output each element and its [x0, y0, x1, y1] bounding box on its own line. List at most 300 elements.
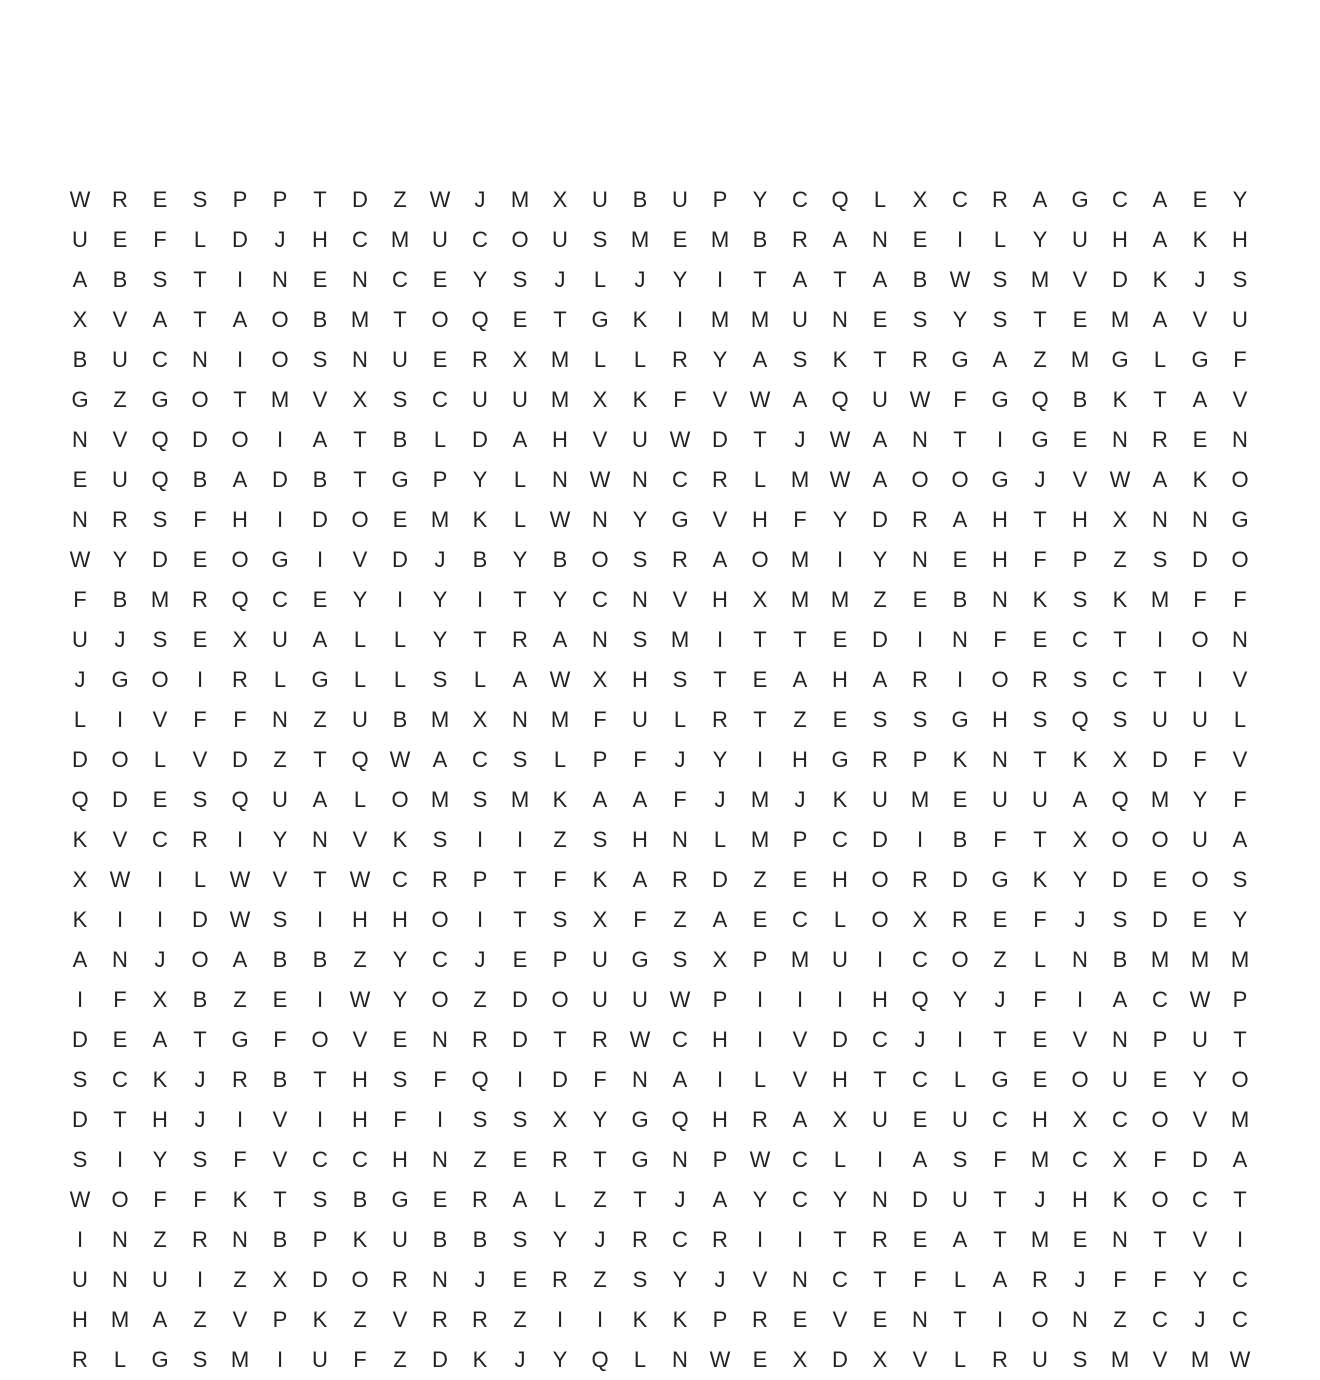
grid-letter[interactable]: T: [873, 347, 887, 372]
grid-letter[interactable]: K: [1032, 867, 1048, 892]
grid-letter[interactable]: A: [1072, 787, 1088, 812]
grid-letter[interactable]: K: [72, 827, 88, 852]
grid-letter[interactable]: T: [753, 627, 767, 652]
grid-letter[interactable]: C: [1232, 1307, 1248, 1332]
grid-letter[interactable]: M: [430, 787, 450, 812]
grid-letter[interactable]: F: [273, 1027, 287, 1052]
grid-letter[interactable]: B: [112, 587, 128, 612]
grid-letter[interactable]: A: [232, 467, 248, 492]
grid-letter[interactable]: J: [274, 227, 286, 252]
grid-letter[interactable]: V: [192, 747, 208, 772]
grid-letter[interactable]: X: [72, 867, 88, 892]
grid-letter[interactable]: Q: [1111, 787, 1129, 812]
grid-letter[interactable]: E: [872, 1307, 888, 1332]
grid-letter[interactable]: A: [1152, 307, 1168, 332]
grid-letter[interactable]: D: [1112, 267, 1128, 292]
grid-letter[interactable]: P: [712, 187, 728, 212]
grid-letter[interactable]: M: [750, 827, 770, 852]
grid-letter[interactable]: I: [316, 547, 324, 572]
grid-letter[interactable]: I: [476, 827, 484, 852]
grid-letter[interactable]: N: [112, 1227, 128, 1252]
grid-letter[interactable]: B: [432, 1227, 448, 1252]
grid-letter[interactable]: E: [792, 1307, 808, 1332]
grid-letter[interactable]: P: [272, 187, 288, 212]
grid-letter[interactable]: U: [1192, 707, 1208, 732]
grid-letter[interactable]: H: [1072, 1187, 1088, 1212]
grid-letter[interactable]: S: [672, 667, 688, 692]
grid-letter[interactable]: O: [991, 667, 1009, 692]
grid-letter[interactable]: F: [593, 707, 607, 732]
grid-letter[interactable]: X: [272, 1267, 288, 1292]
grid-letter[interactable]: M: [1070, 347, 1090, 372]
grid-letter[interactable]: U: [72, 1267, 88, 1292]
grid-letter[interactable]: C: [792, 187, 808, 212]
grid-letter[interactable]: K: [1112, 387, 1128, 412]
grid-letter[interactable]: Z: [1113, 1307, 1127, 1332]
grid-letter[interactable]: U: [432, 227, 448, 252]
grid-letter[interactable]: M: [110, 1307, 130, 1332]
grid-letter[interactable]: I: [196, 1267, 204, 1292]
grid-letter[interactable]: X: [592, 387, 608, 412]
grid-letter[interactable]: N: [792, 1267, 808, 1292]
grid-letter[interactable]: L: [1233, 707, 1247, 732]
grid-letter[interactable]: L: [753, 467, 767, 492]
grid-letter[interactable]: Q: [1071, 707, 1089, 732]
grid-letter[interactable]: Y: [1232, 187, 1248, 212]
grid-letter[interactable]: G: [631, 947, 649, 972]
grid-letter[interactable]: T: [1233, 1027, 1247, 1052]
grid-letter[interactable]: I: [116, 907, 124, 932]
grid-letter[interactable]: O: [431, 307, 449, 332]
grid-letter[interactable]: C: [1192, 1187, 1208, 1212]
grid-letter[interactable]: U: [1192, 1027, 1208, 1052]
grid-letter[interactable]: M: [550, 707, 570, 732]
grid-letter[interactable]: M: [1190, 1347, 1210, 1372]
grid-letter[interactable]: S: [192, 187, 208, 212]
grid-letter[interactable]: B: [912, 267, 928, 292]
grid-letter[interactable]: B: [472, 1227, 488, 1252]
grid-letter[interactable]: F: [233, 1147, 247, 1172]
grid-letter[interactable]: O: [591, 547, 609, 572]
grid-letter[interactable]: I: [156, 907, 164, 932]
grid-letter[interactable]: H: [392, 907, 408, 932]
grid-letter[interactable]: R: [512, 627, 528, 652]
grid-letter[interactable]: Y: [1192, 787, 1208, 812]
grid-letter[interactable]: R: [432, 1307, 448, 1332]
grid-letter[interactable]: F: [913, 1267, 927, 1292]
grid-letter[interactable]: B: [552, 547, 568, 572]
grid-letter[interactable]: F: [1233, 347, 1247, 372]
grid-letter[interactable]: S: [392, 1067, 408, 1092]
grid-letter[interactable]: O: [351, 1267, 369, 1292]
grid-letter[interactable]: R: [672, 347, 688, 372]
grid-letter[interactable]: W: [1229, 1347, 1251, 1372]
grid-letter[interactable]: M: [790, 467, 810, 492]
grid-letter[interactable]: T: [193, 307, 207, 332]
grid-letter[interactable]: V: [392, 1307, 408, 1332]
grid-letter[interactable]: L: [353, 627, 367, 652]
grid-letter[interactable]: M: [1030, 267, 1050, 292]
grid-letter[interactable]: L: [513, 507, 527, 532]
grid-letter[interactable]: D: [352, 187, 368, 212]
grid-letter[interactable]: D: [712, 427, 728, 452]
grid-letter[interactable]: K: [632, 387, 648, 412]
grid-letter[interactable]: K: [1192, 467, 1208, 492]
grid-letter[interactable]: R: [1152, 427, 1168, 452]
grid-letter[interactable]: D: [152, 547, 168, 572]
grid-letter[interactable]: C: [352, 1147, 368, 1172]
grid-letter[interactable]: P: [1072, 547, 1088, 572]
grid-letter[interactable]: X: [792, 1347, 808, 1372]
grid-letter[interactable]: S: [1032, 707, 1048, 732]
grid-letter[interactable]: G: [1191, 347, 1209, 372]
grid-letter[interactable]: B: [312, 467, 328, 492]
grid-letter[interactable]: B: [272, 1227, 288, 1252]
grid-letter[interactable]: O: [431, 907, 449, 932]
grid-letter[interactable]: Q: [471, 1067, 489, 1092]
grid-letter[interactable]: C: [1112, 187, 1128, 212]
grid-letter[interactable]: M: [790, 547, 810, 572]
grid-letter[interactable]: F: [193, 707, 207, 732]
grid-letter[interactable]: Y: [672, 1267, 688, 1292]
grid-letter[interactable]: D: [872, 827, 888, 852]
grid-letter[interactable]: M: [550, 387, 570, 412]
grid-letter[interactable]: S: [152, 507, 168, 532]
grid-letter[interactable]: I: [516, 827, 524, 852]
grid-letter[interactable]: X: [712, 947, 728, 972]
grid-letter[interactable]: C: [432, 947, 448, 972]
grid-letter[interactable]: K: [472, 1347, 488, 1372]
grid-letter[interactable]: I: [316, 987, 324, 1012]
grid-letter[interactable]: X: [1072, 1107, 1088, 1132]
grid-letter[interactable]: O: [551, 987, 569, 1012]
grid-letter[interactable]: S: [1072, 1347, 1088, 1372]
grid-letter[interactable]: L: [193, 227, 207, 252]
grid-letter[interactable]: S: [912, 307, 928, 332]
grid-letter[interactable]: G: [671, 507, 689, 532]
grid-letter[interactable]: K: [352, 1227, 368, 1252]
grid-letter[interactable]: U: [872, 387, 888, 412]
grid-letter[interactable]: A: [752, 347, 768, 372]
grid-letter[interactable]: F: [433, 1067, 447, 1092]
grid-letter[interactable]: F: [1033, 987, 1047, 1012]
grid-letter[interactable]: S: [1072, 667, 1088, 692]
grid-letter[interactable]: P: [592, 747, 608, 772]
grid-letter[interactable]: G: [991, 1067, 1009, 1092]
grid-letter[interactable]: N: [632, 587, 648, 612]
grid-letter[interactable]: J: [74, 667, 86, 692]
grid-letter[interactable]: T: [833, 1227, 847, 1252]
grid-letter[interactable]: I: [836, 987, 844, 1012]
grid-letter[interactable]: N: [832, 307, 848, 332]
grid-letter[interactable]: C: [672, 1027, 688, 1052]
grid-letter[interactable]: F: [993, 1147, 1007, 1172]
grid-letter[interactable]: G: [111, 667, 129, 692]
grid-letter[interactable]: T: [753, 707, 767, 732]
grid-letter[interactable]: O: [1231, 467, 1249, 492]
grid-letter[interactable]: U: [112, 347, 128, 372]
grid-letter[interactable]: E: [312, 587, 328, 612]
grid-letter[interactable]: Y: [112, 547, 128, 572]
grid-letter[interactable]: V: [712, 387, 728, 412]
grid-letter[interactable]: O: [271, 347, 289, 372]
grid-letter[interactable]: I: [316, 907, 324, 932]
grid-letter[interactable]: W: [429, 187, 451, 212]
grid-letter[interactable]: K: [952, 747, 968, 772]
grid-letter[interactable]: S: [592, 827, 608, 852]
grid-letter[interactable]: G: [271, 547, 289, 572]
grid-letter[interactable]: Q: [831, 387, 849, 412]
grid-letter[interactable]: U: [1032, 787, 1048, 812]
grid-letter[interactable]: E: [672, 227, 688, 252]
grid-letter[interactable]: R: [992, 1347, 1008, 1372]
grid-letter[interactable]: A: [792, 1107, 808, 1132]
grid-letter[interactable]: F: [73, 587, 87, 612]
grid-letter[interactable]: H: [152, 1107, 168, 1132]
grid-letter[interactable]: D: [232, 747, 248, 772]
grid-letter[interactable]: G: [991, 387, 1009, 412]
grid-letter[interactable]: V: [272, 867, 288, 892]
grid-letter[interactable]: L: [553, 747, 567, 772]
grid-letter[interactable]: R: [672, 547, 688, 572]
grid-letter[interactable]: Y: [832, 507, 848, 532]
grid-letter[interactable]: Y: [152, 1147, 168, 1172]
grid-letter[interactable]: F: [633, 907, 647, 932]
grid-letter[interactable]: O: [151, 667, 169, 692]
grid-letter[interactable]: B: [352, 1187, 368, 1212]
grid-letter[interactable]: F: [1033, 907, 1047, 932]
grid-letter[interactable]: E: [752, 907, 768, 932]
grid-letter[interactable]: E: [392, 1027, 408, 1052]
grid-letter[interactable]: W: [1109, 467, 1131, 492]
grid-letter[interactable]: X: [752, 587, 768, 612]
grid-letter[interactable]: U: [632, 987, 648, 1012]
grid-letter[interactable]: O: [1151, 1187, 1169, 1212]
grid-letter[interactable]: J: [714, 1267, 726, 1292]
grid-letter[interactable]: T: [513, 587, 527, 612]
grid-letter[interactable]: R: [552, 1147, 568, 1172]
grid-letter[interactable]: D: [872, 627, 888, 652]
grid-letter[interactable]: U: [352, 707, 368, 732]
grid-letter[interactable]: V: [1192, 1227, 1208, 1252]
grid-letter[interactable]: N: [912, 547, 928, 572]
grid-letter[interactable]: L: [833, 1147, 847, 1172]
grid-letter[interactable]: E: [512, 1267, 528, 1292]
grid-letter[interactable]: A: [712, 547, 728, 572]
grid-letter[interactable]: S: [152, 627, 168, 652]
grid-letter[interactable]: Z: [473, 1147, 487, 1172]
grid-letter[interactable]: E: [1152, 867, 1168, 892]
grid-letter[interactable]: E: [72, 467, 88, 492]
grid-letter[interactable]: E: [952, 787, 968, 812]
grid-letter[interactable]: C: [792, 1147, 808, 1172]
grid-letter[interactable]: W: [109, 867, 131, 892]
grid-letter[interactable]: O: [1151, 1107, 1169, 1132]
grid-letter[interactable]: E: [832, 707, 848, 732]
grid-letter[interactable]: J: [1194, 267, 1206, 292]
grid-letter[interactable]: E: [1192, 907, 1208, 932]
grid-letter[interactable]: R: [472, 347, 488, 372]
grid-letter[interactable]: J: [994, 987, 1006, 1012]
grid-letter[interactable]: A: [672, 1067, 688, 1092]
grid-letter[interactable]: N: [512, 707, 528, 732]
grid-letter[interactable]: W: [69, 187, 91, 212]
grid-letter[interactable]: I: [116, 707, 124, 732]
grid-letter[interactable]: M: [1030, 1147, 1050, 1172]
grid-letter[interactable]: Z: [793, 707, 807, 732]
grid-letter[interactable]: F: [1033, 547, 1047, 572]
grid-letter[interactable]: V: [312, 387, 328, 412]
grid-letter[interactable]: T: [313, 187, 327, 212]
grid-letter[interactable]: I: [396, 587, 404, 612]
grid-letter[interactable]: B: [192, 987, 208, 1012]
grid-letter[interactable]: H: [352, 1107, 368, 1132]
grid-letter[interactable]: A: [592, 787, 608, 812]
grid-letter[interactable]: D: [72, 1107, 88, 1132]
grid-letter[interactable]: H: [992, 507, 1008, 532]
grid-letter[interactable]: U: [552, 227, 568, 252]
grid-letter[interactable]: W: [829, 427, 851, 452]
grid-letter[interactable]: S: [792, 347, 808, 372]
grid-letter[interactable]: F: [1233, 587, 1247, 612]
grid-letter[interactable]: K: [1152, 267, 1168, 292]
grid-letter[interactable]: P: [472, 867, 488, 892]
grid-letter[interactable]: Z: [1113, 547, 1127, 572]
grid-letter[interactable]: L: [273, 667, 287, 692]
grid-letter[interactable]: A: [232, 947, 248, 972]
grid-letter[interactable]: J: [594, 1227, 606, 1252]
grid-letter[interactable]: Q: [151, 427, 169, 452]
grid-letter[interactable]: M: [830, 587, 850, 612]
grid-letter[interactable]: A: [512, 1187, 528, 1212]
grid-letter[interactable]: Y: [352, 587, 368, 612]
grid-letter[interactable]: M: [270, 387, 290, 412]
grid-letter[interactable]: U: [1232, 307, 1248, 332]
grid-letter[interactable]: Z: [513, 1307, 527, 1332]
grid-letter[interactable]: J: [634, 267, 646, 292]
grid-letter[interactable]: T: [313, 1067, 327, 1092]
grid-letter[interactable]: N: [632, 467, 648, 492]
grid-letter[interactable]: A: [1032, 187, 1048, 212]
grid-letter[interactable]: G: [151, 1347, 169, 1372]
grid-letter[interactable]: B: [632, 187, 648, 212]
grid-letter[interactable]: F: [1233, 787, 1247, 812]
grid-letter[interactable]: A: [72, 947, 88, 972]
grid-letter[interactable]: C: [312, 1147, 328, 1172]
grid-letter[interactable]: O: [751, 547, 769, 572]
grid-letter[interactable]: C: [1112, 667, 1128, 692]
grid-letter[interactable]: W: [549, 667, 571, 692]
grid-letter[interactable]: R: [912, 867, 928, 892]
grid-letter[interactable]: K: [1112, 587, 1128, 612]
grid-letter[interactable]: O: [951, 947, 969, 972]
grid-letter[interactable]: F: [993, 627, 1007, 652]
grid-letter[interactable]: O: [1231, 1067, 1249, 1092]
grid-letter[interactable]: V: [1192, 1107, 1208, 1132]
grid-letter[interactable]: T: [553, 1027, 567, 1052]
grid-letter[interactable]: V: [832, 1307, 848, 1332]
grid-letter[interactable]: T: [553, 307, 567, 332]
grid-letter[interactable]: B: [312, 947, 328, 972]
grid-letter[interactable]: L: [513, 467, 527, 492]
grid-letter[interactable]: D: [1112, 867, 1128, 892]
grid-letter[interactable]: N: [592, 627, 608, 652]
grid-letter[interactable]: Q: [671, 1107, 689, 1132]
grid-letter[interactable]: U: [272, 627, 288, 652]
grid-letter[interactable]: C: [472, 227, 488, 252]
grid-letter[interactable]: R: [112, 187, 128, 212]
grid-letter[interactable]: E: [1072, 427, 1088, 452]
grid-letter[interactable]: Z: [193, 1307, 207, 1332]
grid-letter[interactable]: F: [593, 1067, 607, 1092]
grid-letter[interactable]: H: [712, 1107, 728, 1132]
grid-letter[interactable]: A: [1112, 987, 1128, 1012]
grid-letter[interactable]: U: [592, 187, 608, 212]
grid-letter[interactable]: L: [193, 867, 207, 892]
grid-letter[interactable]: S: [632, 1267, 648, 1292]
grid-letter[interactable]: A: [872, 667, 888, 692]
grid-letter[interactable]: J: [434, 547, 446, 572]
grid-letter[interactable]: Y: [752, 1187, 768, 1212]
grid-letter[interactable]: J: [1074, 907, 1086, 932]
grid-letter[interactable]: R: [792, 227, 808, 252]
grid-letter[interactable]: N: [352, 347, 368, 372]
grid-letter[interactable]: I: [76, 987, 84, 1012]
grid-letter[interactable]: T: [993, 1187, 1007, 1212]
grid-letter[interactable]: J: [714, 787, 726, 812]
grid-letter[interactable]: A: [312, 427, 328, 452]
grid-letter[interactable]: G: [71, 387, 89, 412]
grid-letter[interactable]: C: [952, 187, 968, 212]
grid-letter[interactable]: G: [391, 1187, 409, 1212]
grid-letter[interactable]: A: [432, 747, 448, 772]
grid-letter[interactable]: O: [191, 947, 209, 972]
grid-letter[interactable]: A: [632, 867, 648, 892]
grid-letter[interactable]: N: [992, 587, 1008, 612]
grid-letter[interactable]: S: [432, 827, 448, 852]
grid-letter[interactable]: M: [1110, 1347, 1130, 1372]
grid-letter[interactable]: T: [233, 387, 247, 412]
grid-letter[interactable]: A: [872, 467, 888, 492]
grid-letter[interactable]: V: [592, 427, 608, 452]
grid-letter[interactable]: R: [872, 1227, 888, 1252]
grid-letter[interactable]: T: [873, 1067, 887, 1092]
grid-letter[interactable]: E: [1072, 307, 1088, 332]
grid-letter[interactable]: D: [72, 747, 88, 772]
grid-letter[interactable]: H: [832, 1067, 848, 1092]
grid-letter[interactable]: V: [792, 1027, 808, 1052]
grid-letter[interactable]: O: [1191, 627, 1209, 652]
grid-letter[interactable]: A: [1192, 387, 1208, 412]
grid-letter[interactable]: M: [790, 947, 810, 972]
grid-letter[interactable]: X: [592, 907, 608, 932]
grid-letter[interactable]: F: [1193, 587, 1207, 612]
grid-letter[interactable]: A: [992, 347, 1008, 372]
grid-letter[interactable]: U: [152, 1267, 168, 1292]
grid-letter[interactable]: D: [1152, 747, 1168, 772]
grid-letter[interactable]: T: [1153, 387, 1167, 412]
grid-letter[interactable]: A: [792, 667, 808, 692]
grid-letter[interactable]: D: [312, 1267, 328, 1292]
grid-letter[interactable]: I: [916, 827, 924, 852]
grid-letter[interactable]: I: [1236, 1227, 1244, 1252]
grid-letter[interactable]: H: [312, 227, 328, 252]
grid-letter[interactable]: E: [752, 1347, 768, 1372]
grid-letter[interactable]: D: [72, 1027, 88, 1052]
grid-letter[interactable]: R: [912, 667, 928, 692]
grid-letter[interactable]: I: [996, 427, 1004, 452]
grid-letter[interactable]: P: [712, 1147, 728, 1172]
